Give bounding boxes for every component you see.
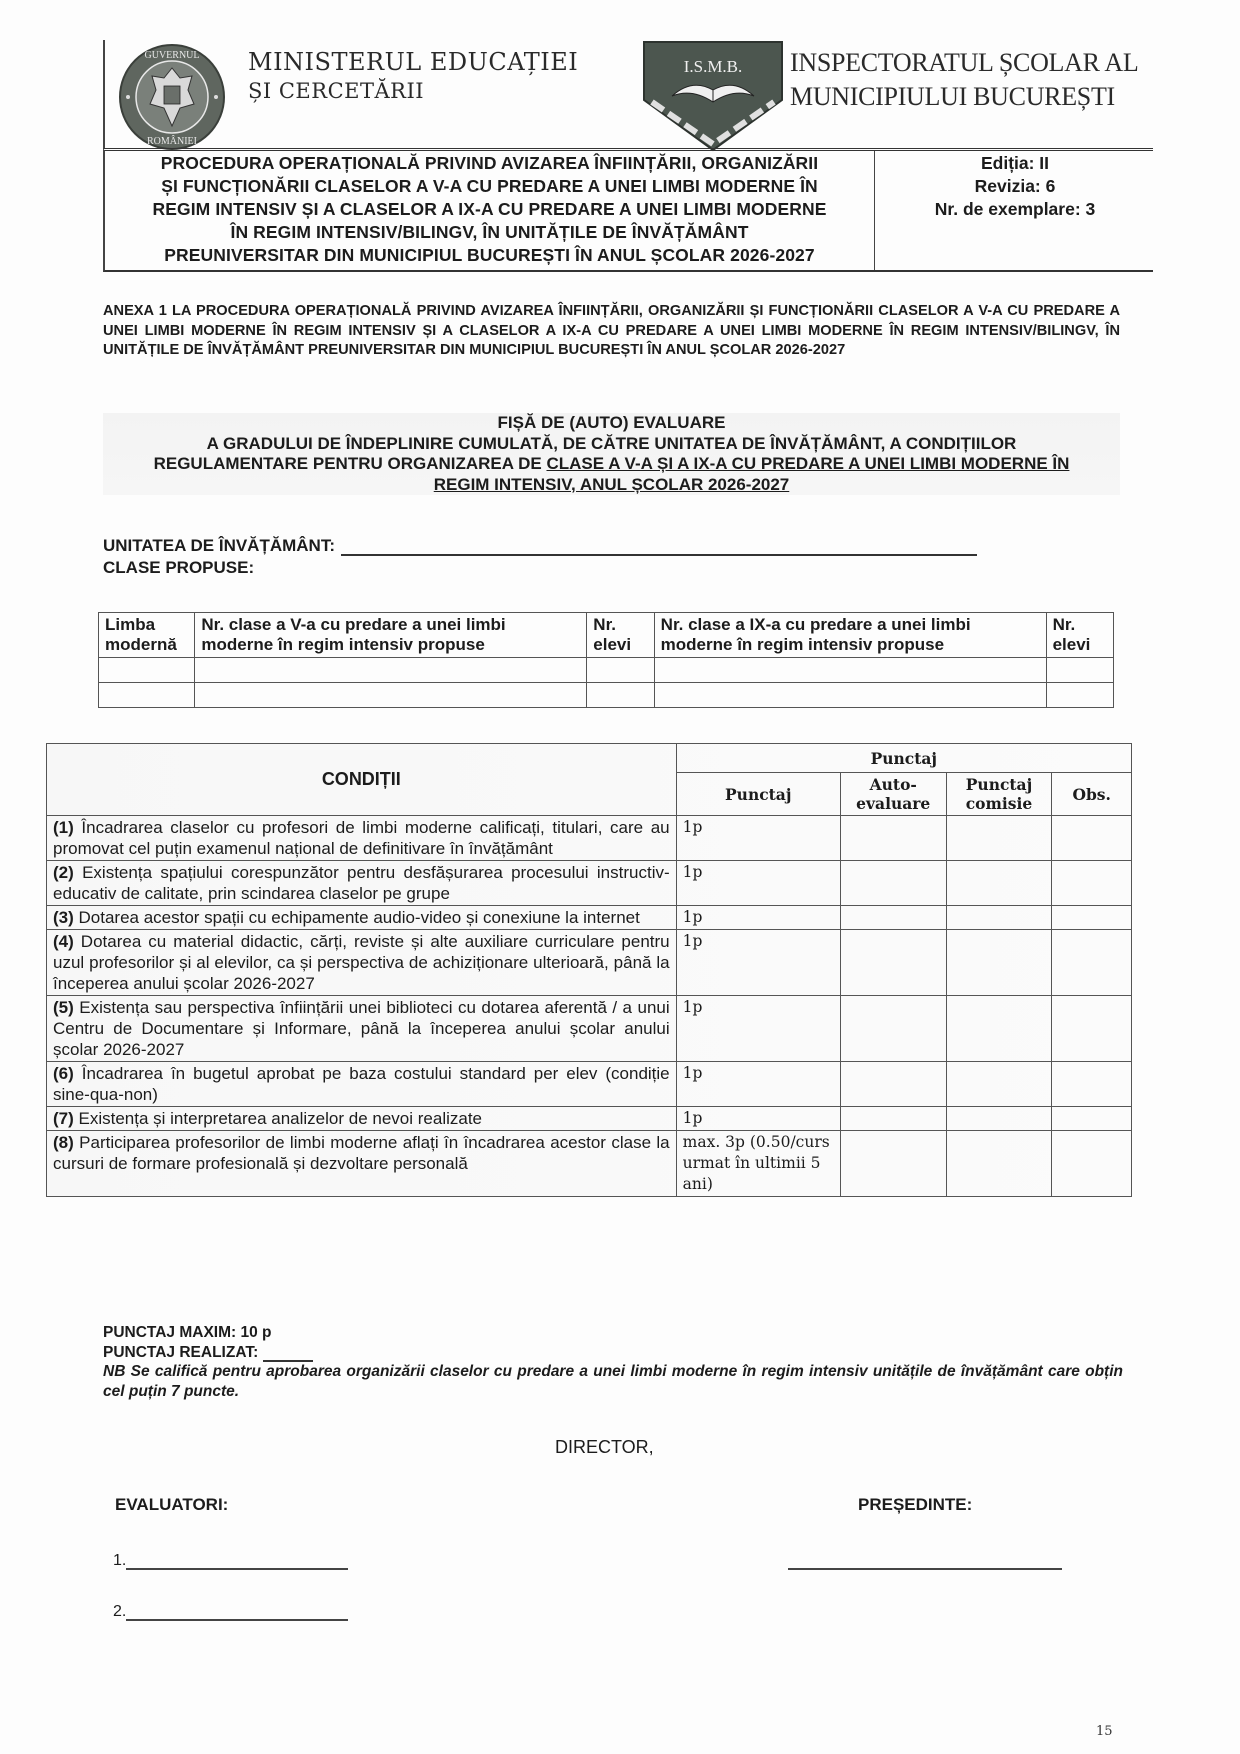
condition-text bbox=[47, 816, 677, 861]
proposed-classes-table bbox=[98, 612, 1114, 708]
commission-score-cell[interactable] bbox=[946, 816, 1052, 861]
table-header-row bbox=[47, 744, 1132, 773]
evaluator-1-line[interactable] bbox=[126, 1554, 348, 1570]
observations-cell[interactable] bbox=[1052, 816, 1132, 861]
condition-description: Dotarea cu material didactic, cărți, reviste și alte auxiliare curriculare pentru uzul profesorilor și al elevilor, ca și perspectiva de achiziționare ulterioară, până la începerea anului școlar 2026-2027 bbox=[53, 932, 670, 993]
seal-text-bottom: ROMÂNIEI bbox=[147, 136, 197, 147]
col-header-students-ix: Nr. elevi bbox=[1046, 613, 1113, 658]
self-eval-cell[interactable] bbox=[840, 861, 946, 906]
table-row bbox=[47, 1107, 1132, 1131]
observations-cell[interactable] bbox=[1052, 906, 1132, 930]
cell-language[interactable] bbox=[99, 658, 195, 683]
col-header-score-group: Punctaj bbox=[676, 744, 1131, 773]
condition-points: 1p bbox=[676, 1107, 840, 1131]
self-eval-cell[interactable] bbox=[840, 1131, 946, 1197]
procedure-meta bbox=[875, 151, 1155, 221]
achieved-score bbox=[103, 1343, 1123, 1363]
revision: Revizia: 6 bbox=[974, 176, 1056, 196]
classes-label: CLASE PROPUSE: bbox=[103, 558, 255, 577]
procedure-title bbox=[105, 151, 875, 270]
self-eval-cell[interactable] bbox=[840, 1062, 946, 1107]
evaluator-2-number: 2. bbox=[113, 1603, 127, 1620]
score-block bbox=[103, 1323, 1123, 1401]
president-signature-line[interactable] bbox=[788, 1568, 1062, 1570]
self-eval-cell[interactable] bbox=[840, 816, 946, 861]
condition-points: 1p bbox=[676, 816, 840, 861]
conditions-table bbox=[46, 743, 1132, 1197]
col-header-obs: Obs. bbox=[1052, 773, 1132, 816]
form-title-line2: A GRADULUI DE ÎNDEPLINIRE CUMULATĂ, DE CĂTRE UNITATEA DE ÎNVĂȚĂMÂNT, A CONDIȚIILOR bbox=[206, 433, 1017, 453]
evaluators-label: EVALUATORI: bbox=[115, 1495, 229, 1514]
condition-number: (3) bbox=[53, 908, 74, 927]
copies-count: Nr. de exemplare: 3 bbox=[934, 199, 1096, 219]
cell-students-ix[interactable] bbox=[1046, 683, 1113, 708]
president-label: PREȘEDINTE: bbox=[858, 1495, 973, 1514]
condition-points: 1p bbox=[676, 930, 840, 996]
condition-number: (1) bbox=[53, 818, 74, 837]
form-title-line4-underlined: REGIM INTENSIV, ANUL ȘCOLAR 2026-2027 bbox=[433, 474, 790, 494]
table-row bbox=[47, 816, 1132, 861]
col-header-conditions: CONDIȚII bbox=[47, 744, 677, 816]
self-eval-cell[interactable] bbox=[840, 1107, 946, 1131]
condition-description: Încadrarea în bugetul aprobat pe baza costului standard per elev (condiție sine-qua-non) bbox=[53, 1064, 670, 1104]
col-header-self-eval: Auto-evaluare bbox=[840, 773, 946, 816]
ministry-name-line2: ȘI CERCETĂRII bbox=[248, 79, 425, 103]
evaluator-1-signature bbox=[113, 1552, 348, 1570]
self-eval-cell[interactable] bbox=[840, 930, 946, 996]
cell-classes-v[interactable] bbox=[195, 658, 587, 683]
inspectorate-name-line1: INSPECTORATUL ȘCOLAR AL bbox=[790, 48, 1139, 77]
observations-cell[interactable] bbox=[1052, 996, 1132, 1062]
procedure-title-line: PREUNIVERSITAR DIN MUNICIPIUL BUCUREȘTI ÎN ANUL ȘCOLAR 2026-2027 bbox=[164, 245, 815, 265]
unit-input-line[interactable] bbox=[341, 538, 977, 556]
form-title-line1: FIȘĂ DE (AUTO) EVALUARE bbox=[497, 413, 726, 432]
inspectorate-name-line2: MUNICIPIULUI BUCUREȘTI bbox=[790, 82, 1115, 111]
form-title bbox=[103, 413, 1120, 495]
condition-number: (8) bbox=[53, 1133, 74, 1152]
observations-cell[interactable] bbox=[1052, 1131, 1132, 1197]
condition-description: Încadrarea claselor cu profesori de limbi moderne calificați, titulari, care au promovat cel puțin examenul național de definitivare în învățământ bbox=[53, 818, 670, 858]
commission-score-cell[interactable] bbox=[946, 930, 1052, 996]
table-header-row bbox=[99, 613, 1114, 658]
director-label: DIRECTOR, bbox=[555, 1437, 654, 1457]
table-row bbox=[47, 906, 1132, 930]
condition-number: (5) bbox=[53, 998, 74, 1017]
col-header-language: Limba modernă bbox=[99, 613, 195, 658]
self-eval-cell[interactable] bbox=[840, 996, 946, 1062]
condition-text bbox=[47, 996, 677, 1062]
seal-text-top: GUVERNUL bbox=[144, 50, 200, 61]
achieved-score-label: PUNCTAJ REALIZAT: bbox=[103, 1343, 259, 1361]
condition-points: 1p bbox=[676, 906, 840, 930]
cell-classes-ix[interactable] bbox=[654, 683, 1046, 708]
evaluator-2-signature bbox=[113, 1603, 348, 1621]
condition-points: 1p bbox=[676, 861, 840, 906]
condition-text bbox=[47, 861, 677, 906]
achieved-score-input[interactable] bbox=[263, 1346, 313, 1362]
cell-classes-ix[interactable] bbox=[654, 658, 1046, 683]
condition-text bbox=[47, 1131, 677, 1197]
cell-students-v[interactable] bbox=[587, 683, 654, 708]
condition-text bbox=[47, 1062, 677, 1107]
col-header-commission: Punctaj comisie bbox=[946, 773, 1052, 816]
condition-text bbox=[47, 1107, 677, 1131]
form-title-line3-underlined: CLASE A V-A ȘI A IX-A CU PREDARE A UNEI LIMBI MODERNE ÎN bbox=[546, 454, 1070, 473]
condition-text bbox=[47, 930, 677, 996]
form-title-line3-plain: REGULAMENTARE PENTRU ORGANIZAREA DE bbox=[153, 454, 547, 473]
observations-cell[interactable] bbox=[1052, 1107, 1132, 1131]
cell-classes-v[interactable] bbox=[195, 683, 587, 708]
max-score: PUNCTAJ MAXIM: 10 p bbox=[103, 1324, 272, 1341]
observations-cell[interactable] bbox=[1052, 930, 1132, 996]
annex-heading: ANEXA 1 LA PROCEDURA OPERAȚIONALĂ PRIVIND AVIZAREA ÎNFIINȚĂRII, ORGANIZĂRII ȘI FUNCȚIONĂRII CLASELOR A V-A CU PREDARE A UNEI LIMBI MODERNE ÎN REGIM INTENSIV ȘI A CLASELOR A IX-A CU PREDARE A UNEI LIMBI MODERNE ÎN REGIM INTENSIV/BILINGV, ÎN UNITĂȚILE DE ÎNVĂȚĂMÂNT PREUNIVERSITAR DIN MUNICIPIUL BUCUREȘTI ÎN ANUL ȘCOLAR 2026-2027 bbox=[103, 303, 1120, 358]
observations-cell[interactable] bbox=[1052, 861, 1132, 906]
romanian-government-seal-icon bbox=[114, 42, 240, 152]
condition-description: Existența și interpretarea analizelor de nevoi realizate bbox=[73, 1109, 483, 1128]
condition-points: max. 3p (0.50/curs urmat în ultimii 5 ani) bbox=[676, 1131, 840, 1197]
condition-description: Existența spațiului corespunzător pentru desfășurarea procesului instructiv-educativ de calitate, prin scindarea claselor pe grupe bbox=[53, 863, 670, 903]
table-row bbox=[47, 930, 1132, 996]
ministry-name-line1: MINISTERUL EDUCAȚIEI bbox=[248, 48, 579, 76]
form-title-line3 bbox=[103, 454, 1120, 475]
cell-students-ix[interactable] bbox=[1046, 658, 1113, 683]
page-number: 15 bbox=[1096, 1724, 1113, 1739]
condition-number: (4) bbox=[53, 932, 74, 951]
table-row bbox=[99, 658, 1114, 683]
procedure-title-line: PROCEDURA OPERAȚIONALĂ PRIVIND AVIZAREA ÎNFIINȚĂRII, ORGANIZĂRII bbox=[160, 153, 819, 173]
procedure-title-line: REGIM INTENSIV ȘI A CLASELOR A IX-A CU PREDARE A UNEI LIMBI MODERNE bbox=[152, 199, 827, 219]
commission-score-cell[interactable] bbox=[946, 1062, 1052, 1107]
condition-points: 1p bbox=[676, 1062, 840, 1107]
condition-number: (2) bbox=[53, 863, 74, 882]
col-header-classes-ix: Nr. clase a IX-a cu predare a unei limbi moderne în regim intensiv propuse bbox=[654, 613, 1046, 658]
ismb-logo-text: I.S.M.B. bbox=[683, 57, 743, 76]
condition-description: Dotarea acestor spații cu echipamente audio-video și conexiune la internet bbox=[73, 908, 640, 927]
evaluator-2-line[interactable] bbox=[126, 1605, 348, 1621]
ismb-shield-book-icon bbox=[642, 40, 784, 152]
nb-note: NB Se califică pentru aprobarea organizării claselor cu predare a unei limbi moderne în regim intensiv unitățile de învățământ care obțin cel puțin 7 puncte. bbox=[103, 1363, 1123, 1400]
procedure-title-line: ÎN REGIM INTENSIV/BILINGV, ÎN UNITĂȚILE DE ÎNVĂȚĂMÂNT bbox=[230, 222, 749, 242]
condition-number: (6) bbox=[53, 1064, 74, 1083]
table-row bbox=[47, 996, 1132, 1062]
procedure-header-box bbox=[103, 148, 1153, 272]
self-eval-cell[interactable] bbox=[840, 906, 946, 930]
commission-score-cell[interactable] bbox=[946, 1107, 1052, 1131]
table-row bbox=[47, 1062, 1132, 1107]
ministry-name bbox=[248, 48, 578, 106]
conditions-table-body bbox=[47, 816, 1132, 1197]
cell-language[interactable] bbox=[99, 683, 195, 708]
evaluator-1-number: 1. bbox=[113, 1552, 127, 1569]
unit-field bbox=[103, 536, 977, 556]
col-header-classes-v: Nr. clase a V-a cu predare a unei limbi moderne în regim intensiv propuse bbox=[195, 613, 587, 658]
header-divider-left bbox=[103, 40, 105, 148]
table-row bbox=[99, 683, 1114, 708]
form-title-line4 bbox=[103, 475, 1120, 496]
unit-label: UNITATEA DE ÎNVĂȚĂMÂNT: bbox=[103, 536, 335, 555]
table-row bbox=[47, 1131, 1132, 1197]
observations-cell[interactable] bbox=[1052, 1062, 1132, 1107]
edition: Ediția: II bbox=[980, 153, 1050, 173]
commission-score-cell[interactable] bbox=[946, 996, 1052, 1062]
commission-score-cell[interactable] bbox=[946, 1131, 1052, 1197]
col-header-students-v: Nr. elevi bbox=[587, 613, 654, 658]
col-header-points: Punctaj bbox=[676, 773, 840, 816]
table-row bbox=[47, 861, 1132, 906]
inspectorate-name bbox=[790, 46, 1138, 114]
condition-text bbox=[47, 906, 677, 930]
condition-description: Participarea profesorilor de limbi moderne aflați în încadrarea acestor clase la cursuri de formare profesională și dezvoltare personală bbox=[53, 1133, 670, 1173]
condition-number: (7) bbox=[53, 1109, 74, 1128]
condition-description: Existența sau perspectiva înființării unei biblioteci cu dotarea aferentă / a unui Centru de Documentare și Informare, până la începerea anului școlar anului școlar 2026-2027 bbox=[53, 998, 670, 1059]
condition-points: 1p bbox=[676, 996, 840, 1062]
cell-students-v[interactable] bbox=[587, 658, 654, 683]
commission-score-cell[interactable] bbox=[946, 861, 1052, 906]
commission-score-cell[interactable] bbox=[946, 906, 1052, 930]
procedure-title-line: ȘI FUNCȚIONĂRII CLASELOR A V-A CU PREDARE A UNEI LIMBI MODERNE ÎN bbox=[161, 176, 818, 196]
